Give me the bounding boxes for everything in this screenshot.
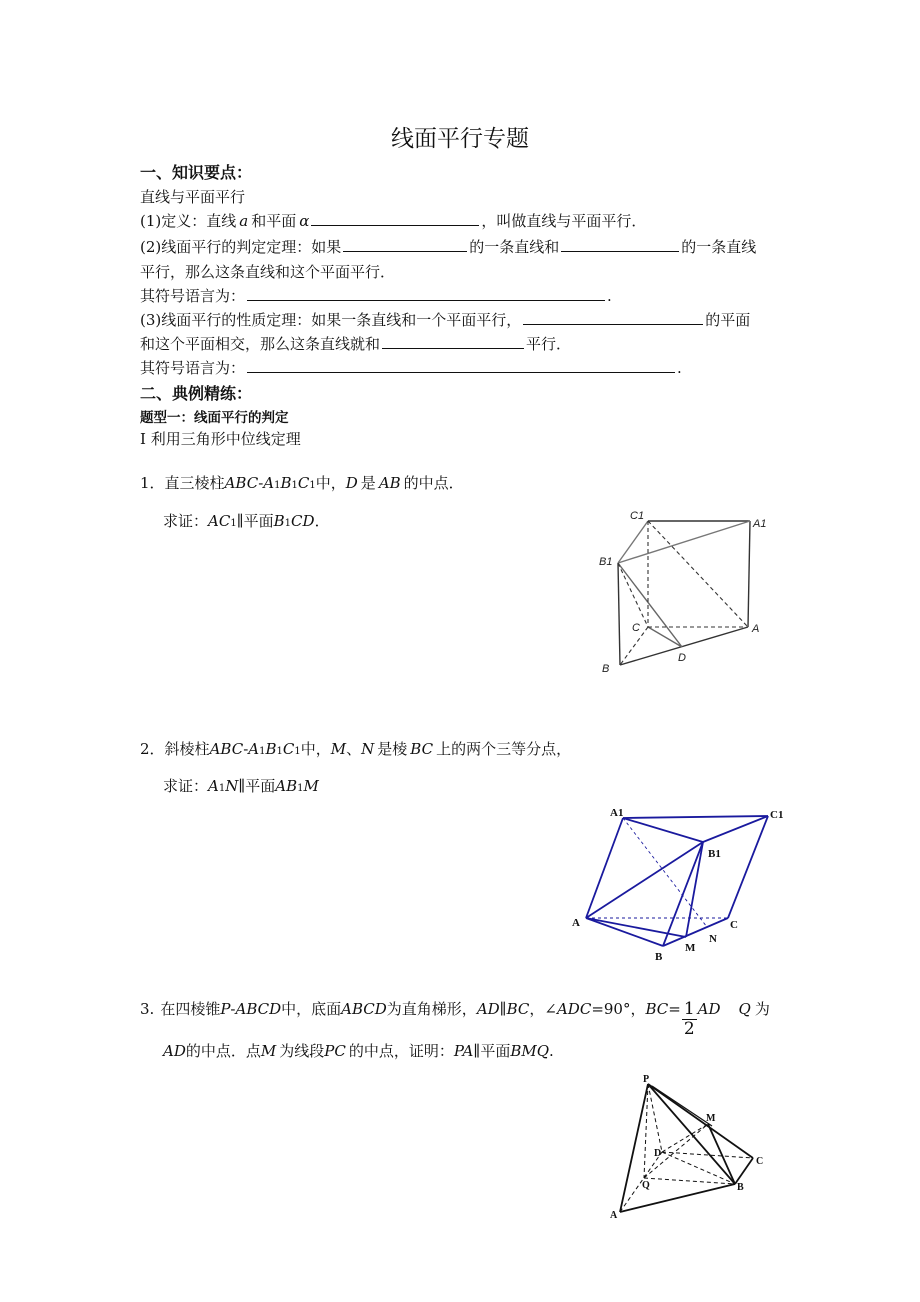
symbol-line-2: 其符号语言为： . (140, 359, 682, 377)
hidden-a1-n (623, 818, 707, 927)
problem-2-prove: 求证： A 1 N ∥平面 AB 1 M (163, 777, 319, 795)
label-n: N (709, 933, 717, 945)
edge-a1-c1 (623, 816, 768, 818)
symbol-blank-1[interactable] (247, 286, 605, 301)
symbol-line-1: 其符号语言为： . (140, 287, 612, 305)
label-b1: B1 (708, 848, 721, 860)
edge-b-c (735, 1158, 753, 1184)
label-q: Q (642, 1180, 650, 1191)
fraction-one-half: $\frac{1}{2}$ (683, 999, 695, 1039)
label-a: A (752, 623, 760, 635)
symbol-blank-2[interactable] (247, 358, 675, 373)
edge-a-b1 (586, 842, 703, 918)
edge-a1-a (586, 818, 623, 918)
method-heading-1: Ⅰ 利用三角形中位线定理 (140, 430, 301, 448)
edge-m-b (708, 1124, 735, 1184)
label-c: C (632, 622, 640, 634)
page-title: 线面平行专题 (391, 126, 529, 152)
label-a1: A1 (753, 518, 767, 530)
label-a: A (572, 917, 580, 929)
edge-b1-a1 (618, 521, 750, 563)
property-blank-1[interactable] (523, 310, 703, 325)
label-b: B (737, 1182, 744, 1193)
label-c: C (756, 1156, 764, 1167)
label-p: P (643, 1074, 650, 1085)
label-c1: C1 (770, 809, 784, 821)
edge-c-d (648, 627, 682, 647)
judgment-line: (2)线面平行的判定定理：如果 的一条直线和 的一条直线 (140, 238, 757, 256)
figure-2-oblique-prism (568, 800, 790, 965)
topic-line: 直线与平面平行 (140, 188, 246, 206)
edge-a1-a (748, 521, 750, 627)
definition-line: (1)定义：直线 a 和平面 α ，叫做直线与平面平行． (140, 212, 647, 230)
label-m: M (706, 1113, 716, 1124)
section-heading-1: 一、知识要点： (140, 163, 253, 182)
label-m: M (685, 942, 696, 954)
hidden-d-b (662, 1152, 735, 1184)
label-a: A (610, 1210, 618, 1220)
edge-c1-c (728, 816, 768, 918)
label-c1: C1 (630, 510, 645, 522)
hidden-p-d (648, 1084, 662, 1152)
label-b: B (602, 663, 610, 675)
judgment-blank-1[interactable] (343, 237, 467, 252)
hidden-d-m (662, 1124, 708, 1152)
type-heading-1: 题型一：线面平行的判定 (140, 410, 289, 426)
edge-b1-b (618, 563, 620, 665)
edge-b1-c1 (703, 816, 768, 842)
problem-3-statement: 3. 在四棱锥 P - ABCD 中，底面 ABCD 为直角梯形， AD ∥ BC ，∠ ADC =90°， BC = $\frac{1}{2}$ AD Q 为 (140, 999, 770, 1039)
edge-p-b (648, 1084, 735, 1184)
property-line-2: 和这个平面相交，那么这条直线就和 平行． (140, 335, 572, 353)
label-c: C (730, 919, 738, 931)
label-b: B (655, 951, 663, 963)
figure-3-pyramid (600, 1070, 780, 1220)
problem-1-prove: 求证： AC 1 ∥平面 B 1 CD ． (163, 512, 330, 530)
section-heading-2: 二、典例精练： (140, 384, 253, 403)
problem-3-statement-2: AD 的中点．点 M 为线段 PC 的中点，证明： PA ∥平面 BMQ . (163, 1042, 554, 1060)
edge-a1-b1 (623, 818, 703, 842)
label-a1: A1 (610, 807, 624, 819)
problem-1-statement: 1． 直三棱柱 ABC - A 1 B 1 C 1 中， D 是 AB 的中点． (140, 474, 464, 492)
problem-2-statement: 2． 斜棱柱 ABC - A 1 B 1 C 1 中， M 、 N 是棱 BC 上的两个三等分点， (140, 740, 572, 758)
figure-1-prism (590, 505, 780, 680)
property-line: (3)线面平行的性质定理：如果一条直线和一个平面平行， 的平面 (140, 311, 751, 329)
hidden-q-b (644, 1178, 735, 1184)
judgment-blank-2[interactable] (561, 237, 679, 252)
edge-a-b (586, 918, 663, 946)
definition-blank[interactable] (311, 211, 479, 226)
label-d: D (678, 652, 686, 664)
label-d: D (654, 1148, 662, 1159)
label-b1: B1 (599, 556, 613, 568)
property-blank-2[interactable] (382, 334, 524, 349)
edge-b1-c1 (618, 521, 648, 563)
edge-p-m2 (652, 1086, 712, 1126)
edge-p-c (648, 1084, 753, 1158)
hidden-b1-c (618, 563, 648, 627)
edge-b1-m (686, 842, 703, 937)
edge-b1-d (618, 563, 682, 647)
judgment-line-2: 平行，那么这条直线和这个平面平行． (140, 263, 396, 281)
